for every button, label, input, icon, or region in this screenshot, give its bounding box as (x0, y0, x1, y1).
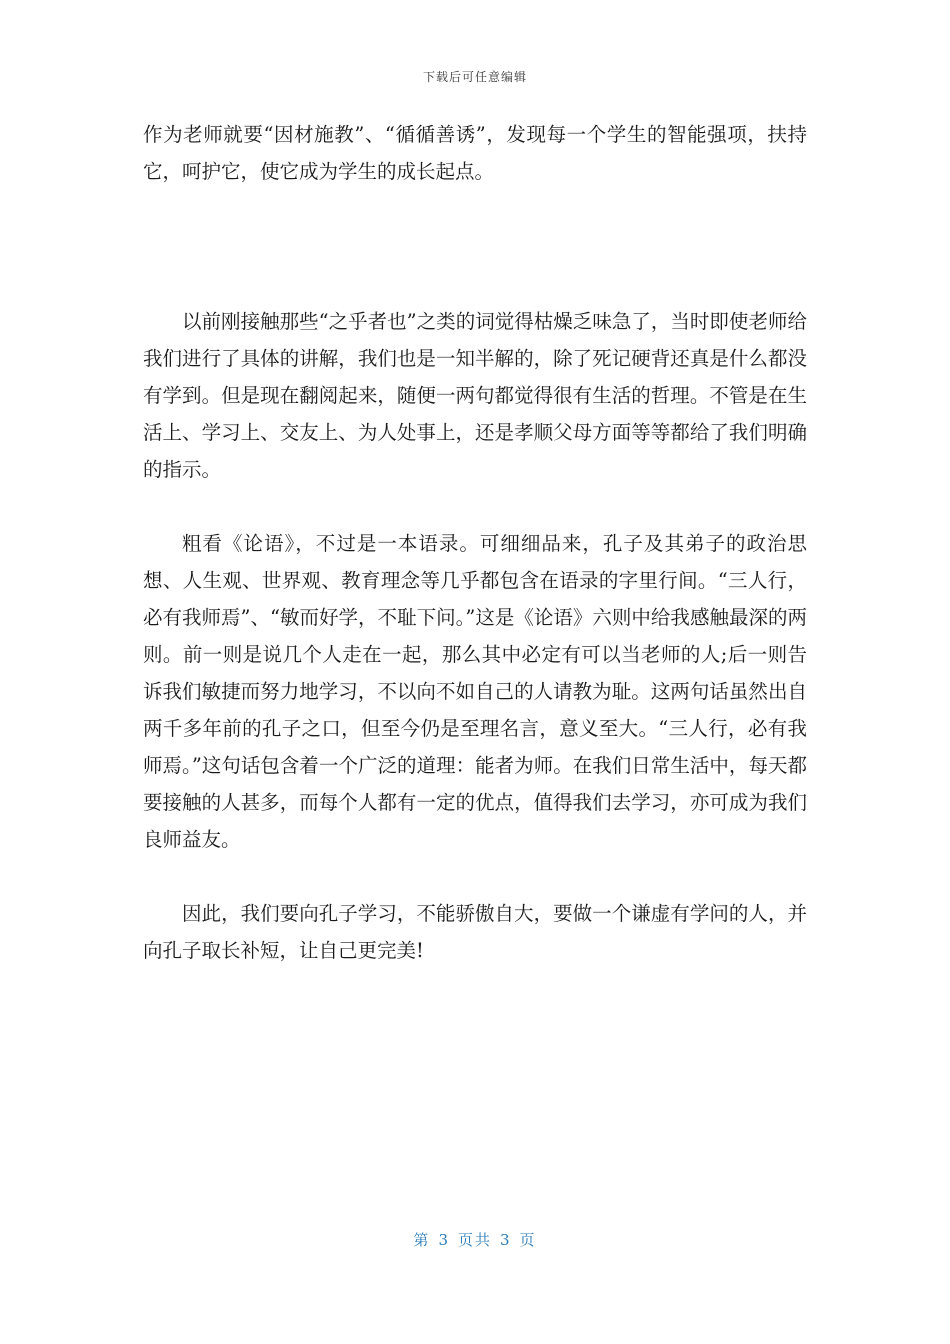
footer-current-page: 3 (438, 1231, 450, 1249)
footer-label-of: 页共 (457, 1231, 492, 1249)
paragraph-4: 因此，我们要向孔子学习，不能骄傲自大，要做一个谦虚有学问的人，并向孔子取长补短，让自己更完美! (143, 902, 807, 962)
footer-label-page: 第 (413, 1231, 431, 1249)
paragraph-2: 以前刚接触那些“之乎者也”之类的词觉得枯燥乏味急了，当时即使老师给我们进行了具体的讲解，我们也是一知半解的，除了死记硬背还真是什么都没有学到。但是现在翻阅起来，随便一两句都觉得很有生活的哲理。不管是在生活上、学习上、交友上、为人处事上，还是孝顺父母方面等等都给了我们明确的指示。 (143, 310, 807, 481)
paragraph-1: 作为老师就要“因材施教”、“循循善诱”，发现每一个学生的智能强项，扶持它，呵护它，使它成为学生的成长起点。 (143, 123, 807, 183)
footer-total-pages: 3 (500, 1231, 512, 1249)
document-body (143, 116, 807, 969)
page-footer (0, 1229, 950, 1250)
paragraph-3: 粗看《论语》，不过是一本语录。可细细品来，孔子及其弟子的政治思想、人生观、世界观、教育理念等几乎都包含在语录的字里行间。“三人行，必有我师焉”、“敏而好学，不耻下问。”这是《论语》六则中给我感触最深的两则。前一则是说几个人走在一起，那么其中必定有可以当老师的人;后一则告诉我们敏捷而努力地学习，不以向不如自己的人请教为耻。这两句话虽然出自两千多年前的孔子之口，但至今仍是至理名言，意义至大。“三人行，必有我师焉。”这句话包含着一个广泛的道理：能者为师。在我们日常生活中，每天都要接触的人甚多，而每个人都有一定的优点，值得我们去学习，亦可成为我们良师益友。 (143, 532, 807, 851)
footer-label-end: 页 (519, 1231, 537, 1249)
header-note: 下载后可任意编辑 (422, 70, 527, 84)
